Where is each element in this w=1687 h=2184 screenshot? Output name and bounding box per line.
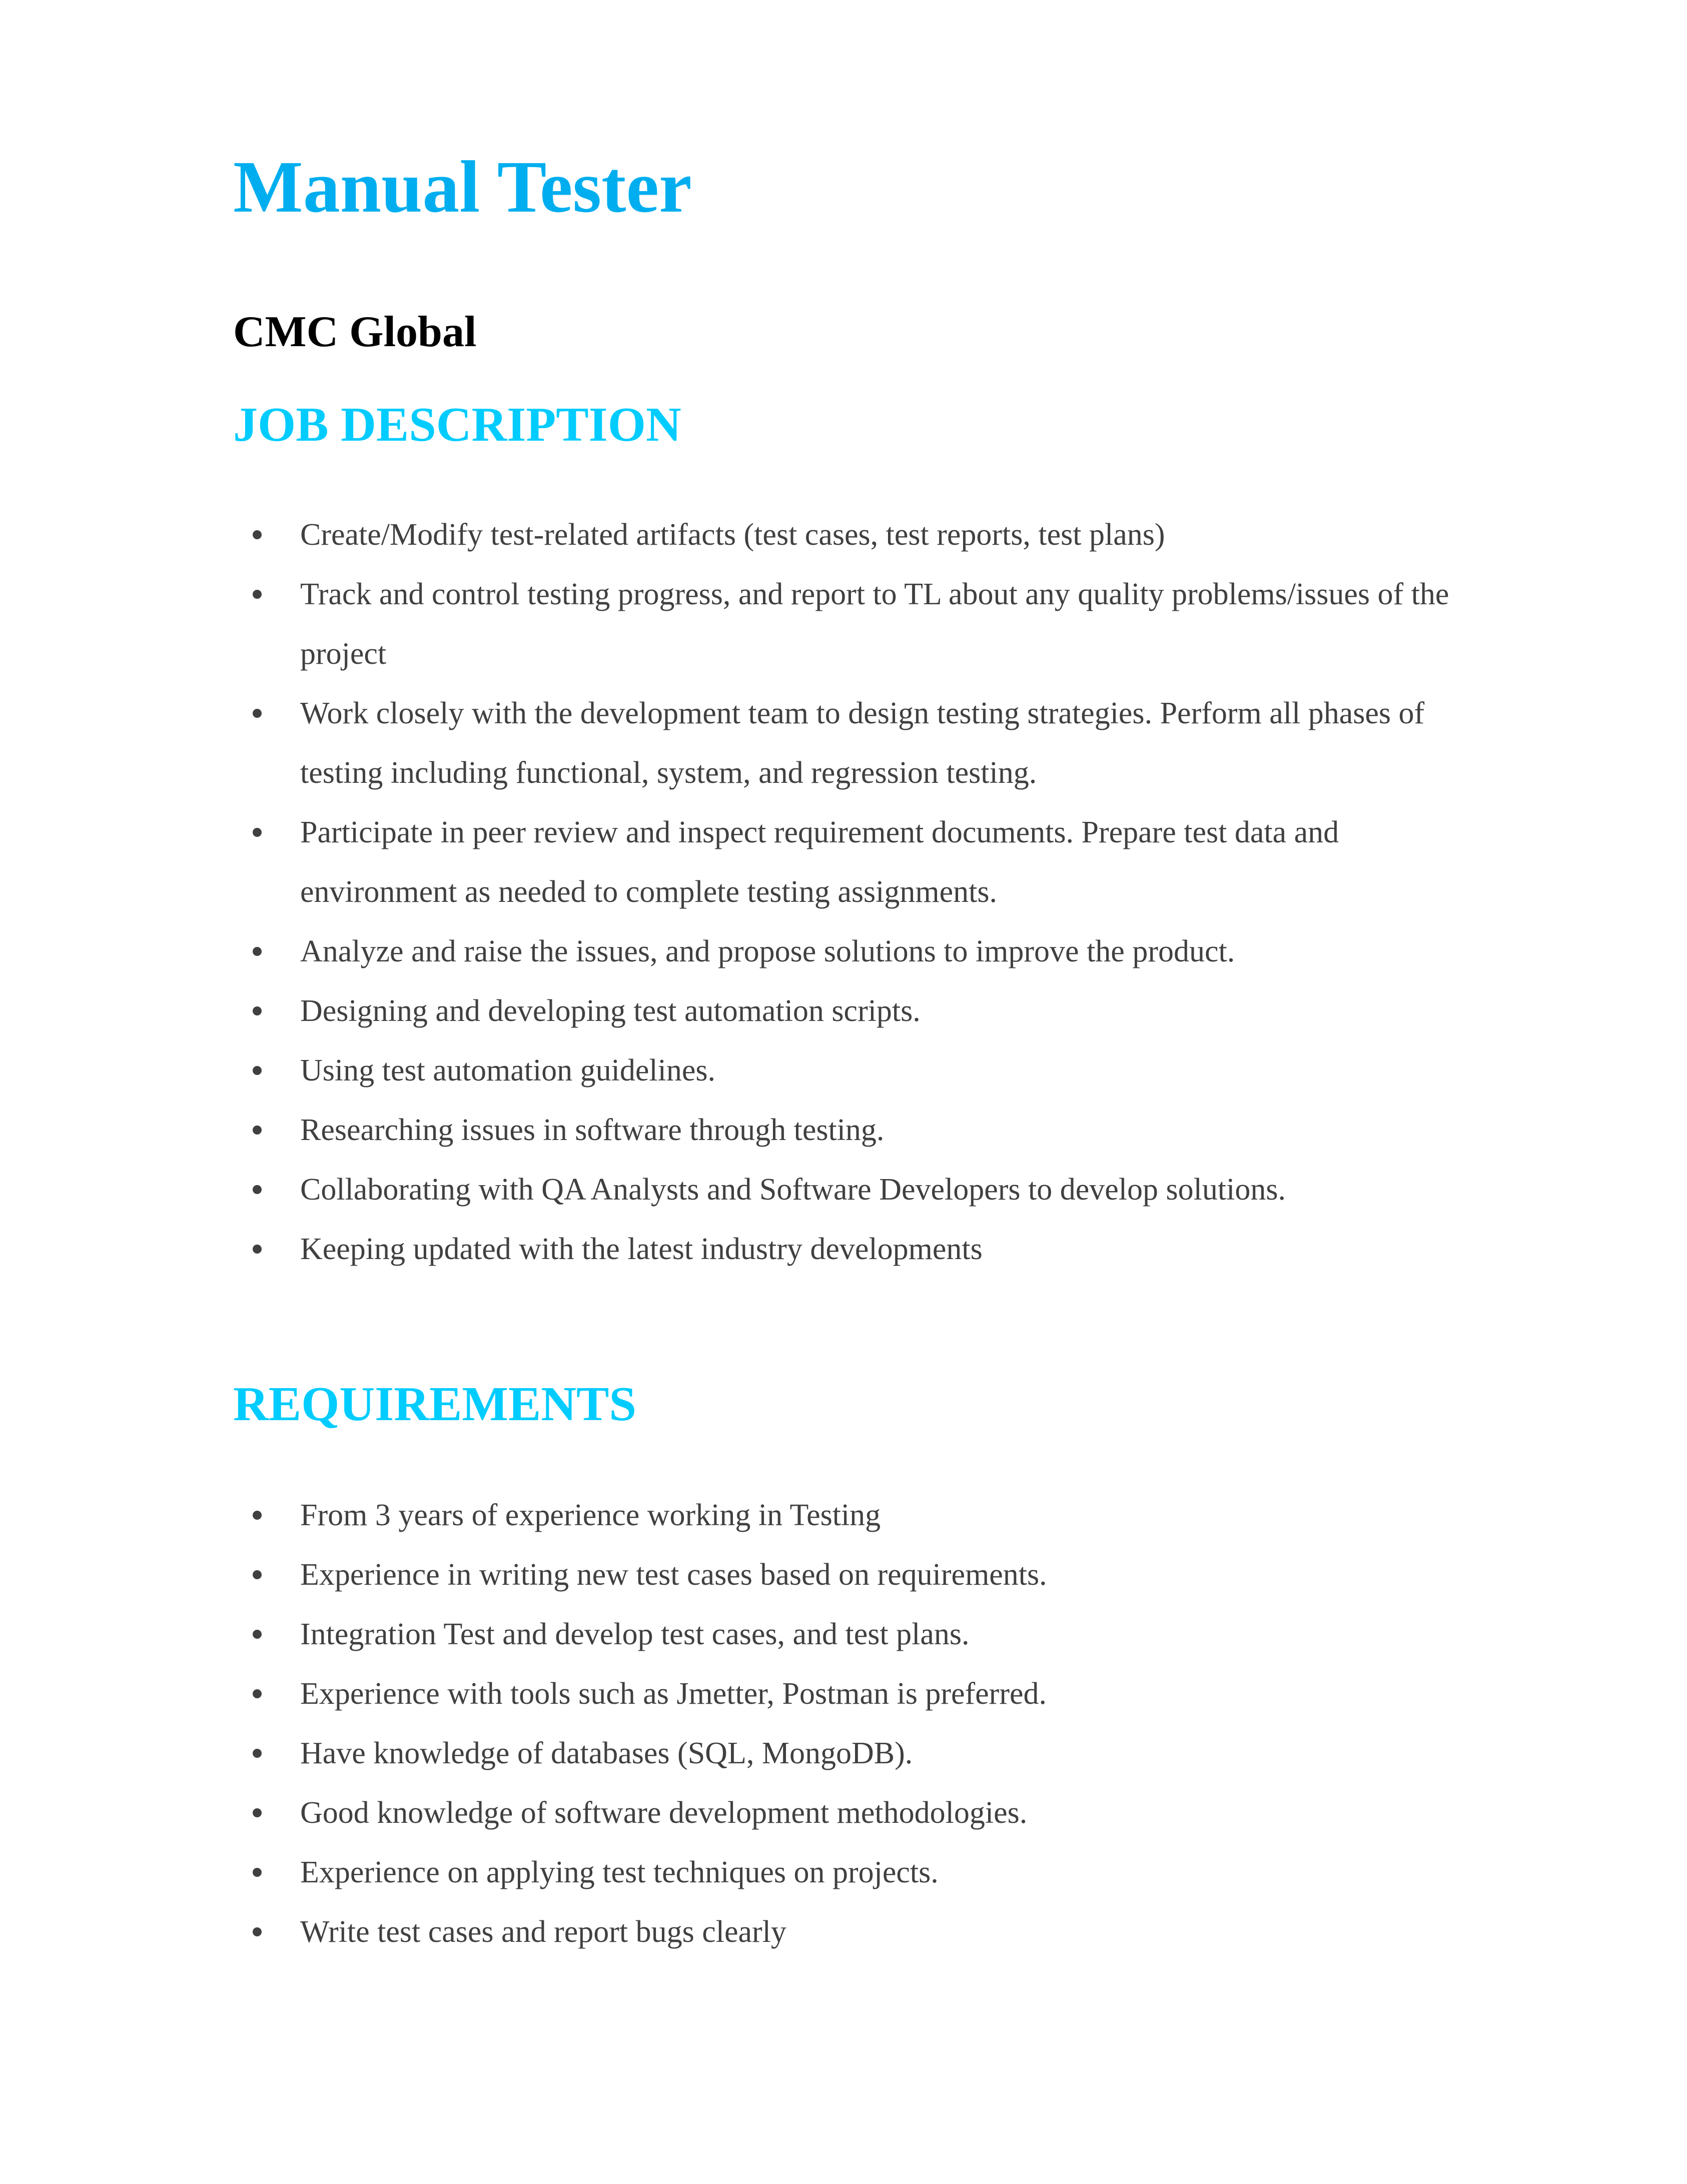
- bullet-icon: [253, 1066, 262, 1075]
- list-item-text: Integration Test and develop test cases, and test plans.: [300, 1617, 970, 1651]
- bullet-icon: [253, 1511, 262, 1520]
- bullet-icon: [253, 828, 262, 837]
- list-item-text: Participate in peer review and inspect requirement documents. Prepare test data and environment as needed to complete testing assignments.: [300, 815, 1339, 909]
- list-item: [0, 1486, 1476, 1545]
- bullet-icon: [253, 1570, 262, 1579]
- list-item: [0, 565, 1476, 684]
- list-item-text: Work closely with the development team to design testing strategies. Perform all phases of testing including functional, system, and regression testing.: [300, 696, 1425, 790]
- list-item: [0, 684, 1476, 803]
- list-item-text: Write test cases and report bugs clearly: [300, 1915, 786, 1949]
- list-item-text: Collaborating with QA Analysts and Software Developers to develop solutions.: [300, 1173, 1286, 1207]
- list-item-text: Good knowledge of software development methodologies.: [300, 1796, 1028, 1830]
- list-item-text: Experience on applying test techniques on projects.: [300, 1855, 939, 1889]
- requirements-heading: REQUIREMENTS: [233, 1377, 636, 1431]
- bullet-icon: [253, 590, 262, 599]
- list-item: [0, 1724, 1476, 1783]
- list-item-text: Create/Modify test-related artifacts (test cases, test reports, test plans): [300, 518, 1165, 552]
- bullet-icon: [253, 1808, 262, 1817]
- list-item: [0, 1605, 1476, 1664]
- bullet-icon: [253, 947, 262, 956]
- list-item: [0, 505, 1476, 565]
- bullet-icon: [253, 709, 262, 718]
- bullet-icon: [253, 1006, 262, 1015]
- list-item: [0, 1783, 1476, 1843]
- bullet-icon: [253, 530, 262, 539]
- list-item-text: Using test automation guidelines.: [300, 1053, 716, 1087]
- bullet-icon: [253, 1245, 262, 1254]
- bullet-icon: [253, 1126, 262, 1135]
- list-item: [0, 1101, 1476, 1160]
- list-item-text: Have knowledge of databases (SQL, MongoDB).: [300, 1736, 913, 1770]
- bullet-icon: [253, 1689, 262, 1698]
- list-item: [0, 1160, 1476, 1220]
- bullet-icon: [253, 1185, 262, 1194]
- list-item: [0, 1843, 1476, 1902]
- list-item: [0, 1220, 1476, 1279]
- list-item-text: Researching issues in software through testing.: [300, 1113, 885, 1147]
- list-item: [0, 1545, 1476, 1605]
- list-item-text: Experience with tools such as Jmetter, Postman is preferred.: [300, 1677, 1047, 1711]
- list-item: [0, 1902, 1476, 1962]
- list-item: [0, 803, 1476, 922]
- list-item-text: Track and control testing progress, and report to TL about any quality problems/issues of the project: [300, 577, 1449, 671]
- list-item: [0, 1041, 1476, 1101]
- company-name: CMC Global: [233, 308, 477, 356]
- bullet-icon: [253, 1630, 262, 1639]
- bullet-icon: [253, 1868, 262, 1877]
- requirements-list: [0, 1486, 1476, 1962]
- list-item: [0, 1664, 1476, 1724]
- bullet-icon: [253, 1927, 262, 1936]
- job-description-heading: JOB DESCRIPTION: [233, 398, 681, 452]
- list-item: [0, 981, 1476, 1041]
- bullet-icon: [253, 1749, 262, 1758]
- list-item-text: From 3 years of experience working in Testing: [300, 1498, 881, 1532]
- list-item-text: Keeping updated with the latest industry developments: [300, 1232, 983, 1266]
- list-item-text: Designing and developing test automation scripts.: [300, 994, 921, 1028]
- page-title: Manual Tester: [233, 146, 692, 228]
- list-item: [0, 922, 1476, 981]
- job-description-list: [0, 505, 1476, 1279]
- list-item-text: Experience in writing new test cases based on requirements.: [300, 1558, 1047, 1592]
- list-item-text: Analyze and raise the issues, and propose solutions to improve the product.: [300, 934, 1235, 968]
